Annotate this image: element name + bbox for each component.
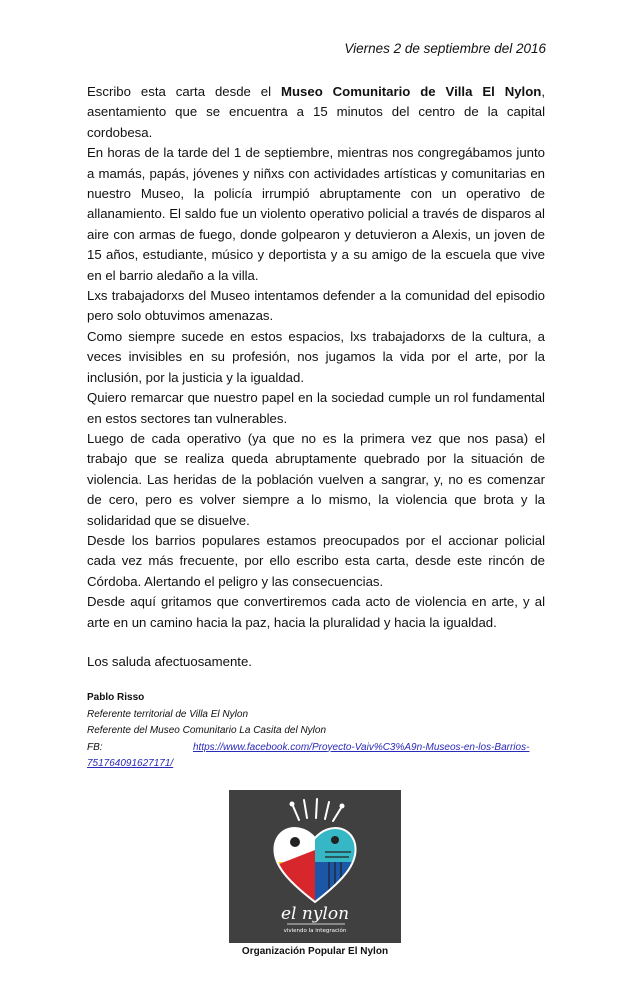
heart-hands-logo-icon: [229, 790, 401, 943]
paragraph-aftermath: Luego de cada operativo (ya que no es la primera vez que nos pasa) el trabajo que se realiza queda abruptamente quebrado por la situación de violencia. Las heridas de la población vuelven a sangrar, y, no es comenzar de cero, pero es volver siempre a lo mismo, la violencia que brota y la solidaridad que se disuelve.: [87, 430, 545, 528]
paragraph-closing: Desde aquí gritamos que convertiremos cada acto de violencia en arte, y al arte en un camino hacia la paz, hacia la pluralidad y hacia la igualdad.: [87, 594, 545, 630]
el-nylon-logo: [229, 790, 401, 943]
paragraph-event: En horas de la tarde del 1 de septiembre, mientras nos congregábamos junto a mamás, papás, jóvenes y niñxs con actividades artísticas y comunitarias en nuestro Museo, la policía irrumpió abruptamente con un operativo de allanamiento. El saldo fue un violento operativo policial a través de disparos al aire con armas de fuego, donde golpearon y detuvieron a Alexis, un joven de 15 años, estudiante, músico y deportista y a su amigo de la escuela que vive en el barrio aledaño a la villa.: [87, 145, 545, 283]
signer-name: Pablo Risso: [87, 692, 145, 703]
paragraph-role: Quiero remarcar que nuestro papel en la sociedad cumple un rol fundamental en estos sectores tan vulnerables.: [87, 390, 545, 426]
paragraph-concern: Desde los barrios populares estamos preocupados por el accionar policial cada vez más frecuente, por ello escribo esta carta, desde este rincón de Córdoba. Alertando el peligro y las consecuencias.: [87, 532, 545, 589]
logo-subtitle: viviendo la integración: [283, 928, 347, 934]
facebook-label: FB:: [87, 741, 103, 753]
logo-title: el nylon: [280, 904, 350, 924]
paragraph-workers: Lxs trabajadorxs del Museo intentamos defender a la comunidad del episodio pero solo obtuvimos amenazas.: [87, 288, 545, 324]
signer-role-territorial: Referente territorial de Villa El Nylon: [87, 708, 249, 720]
signer-role-museum: Referente del Museo Comunitario La Casita del Nylon: [87, 725, 327, 736]
logo-caption: Organización Popular El Nylon: [241, 946, 389, 957]
signature-block: [87, 690, 547, 773]
paragraph-intro: [87, 82, 545, 143]
intro-text-end: , asentamiento que se encuentra a 15 minutos del centro de la capital cordobesa.: [87, 84, 546, 140]
museum-name: Museo Comunitario de Villa El Nylon: [280, 84, 542, 99]
facebook-link[interactable]: https://www.facebook.com/Proyecto-Vaiv%C3%A9n-Museos-en-los-Barrios-751764091627171/: [87, 741, 530, 769]
facebook-line: [87, 740, 547, 773]
greeting: Los saluda afectuosamente.: [87, 654, 252, 669]
intro-text: Escribo esta carta desde el: [87, 84, 281, 99]
letter-date: Viernes 2 de septiembre del 2016: [344, 41, 546, 56]
letter-body: [87, 82, 545, 633]
paragraph-culture: Como siempre sucede en estos espacios, lxs trabajadorxs de la cultura, a veces invisibles en su profesión, nos jugamos la vida por el arte, por la inclusión, por la justicia y la igualdad.: [87, 328, 545, 385]
